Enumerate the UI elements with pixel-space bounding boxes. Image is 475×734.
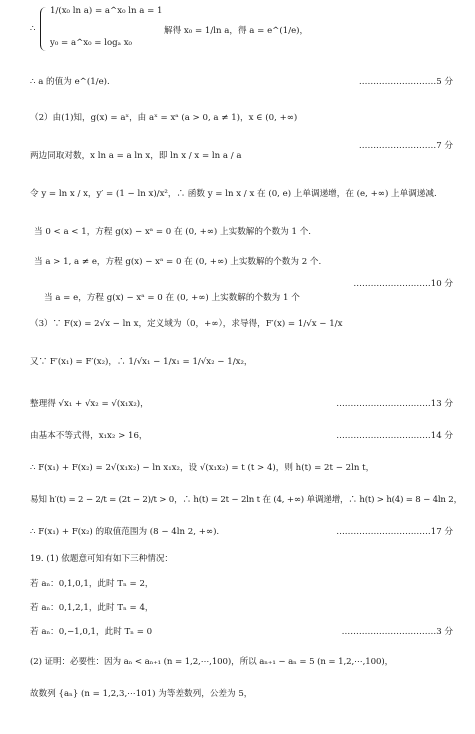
score-17: ……………………………17 分 [336,527,453,537]
line-case-3: 当 a = e，方程 g(x) − xᵃ = 0 在 (0, +∞) 上实数解的个数为 1 个 [44,293,300,303]
line-h-increasing: 易知 h′(t) = 2 − 2/t = (2t − 2)/t > 0，∴ h(t) = 2t − 2ln t 在 (4, +∞) 单调递增，∴ h(t) > h(4) = 8 − 4ln 2， [30,495,462,505]
line-take-log: 两边同取对数，x ln a = a ln x，即 ln x / x = ln a / a [30,151,242,161]
line-case-b: 若 aₙ：0,1,2,1，此时 Tₙ = 4， [30,603,154,613]
system-solution: 解得 x₀ = 1/ln a，得 a = e^(1/e)， [164,26,309,36]
system-row-1: 1/(x₀ ln a) = a^x₀ ln a = 1 [50,6,163,16]
line-basic-inequality: 由基本不等式得，x₁x₂ > 16， [30,431,148,441]
line-monotonic: 令 y = ln x / x，y′ = (1 − ln x)/x²，∴ 函数 y = ln x / x 在 (0, e) 上单调递增，在 (e, +∞) 上单调递减. [30,189,437,199]
line-substitution: ∴ F(x₁) + F(x₂) = 2√(x₁x₂) − ln x₁x₂，设 √(x₁x₂) = t (t > 4)，则 h(t) = 2t − 2ln t， [30,463,375,473]
therefore-symbol: ∴ [30,24,36,34]
line-equal-derivatives: 又∵ F′(x₁) = F′(x₂)，∴ 1/√x₁ − 1/x₁ = 1/√x₂ − 1/x₂， [30,357,253,367]
score-14: ……………………………14 分 [336,431,453,441]
line-case-1: 当 0 < a < 1，方程 g(x) − xᵃ = 0 在 (0, +∞) 上实数解的个数为 1 个. [34,227,312,237]
system-row-2: y₀ = a^x₀ = logₐ x₀ [50,38,133,48]
line-simplify: 整理得 √x₁ + √x₂ = √(x₁x₂)， [30,399,149,409]
left-brace [40,7,48,51]
line-part3-derivative: （3）∵ F(x) = 2√x − ln x，定义域为（0，+∞），求导得，F′(x) = 1/√x − 1/x [30,319,343,329]
line-range: ∴ F(x₁) + F(x₂) 的取值范围为 (8 − 4ln 2, +∞). [30,527,220,537]
line-q19-intro: 19. (1) 依题意可知有如下三种情况： [30,554,174,564]
line-a-value: ∴ a 的值为 e^(1/e). [30,77,110,87]
line-case-a: 若 aₙ：0,1,0,1，此时 Tₙ = 2， [30,579,154,589]
score-7: ………………………7 分 [358,141,453,151]
score-10: ………………………10 分 [353,279,453,289]
line-part2-intro: （2）由(1)知，g(x) = aˣ，由 aˣ = xᵃ (a > 0, a ≠ 1)，x ∈ (0, +∞) [30,113,298,123]
line-proof-necessity: (2) 证明：必要性：因为 aₙ < aₙ₊₁ (n = 1,2,⋯,100)，所以 aₙ₊₁ − aₙ = 5 (n = 1,2,⋯,100)， [30,657,394,667]
score-5: ………………………5 分 [358,77,453,87]
score-3: ……………………………3 分 [341,627,453,637]
line-arithmetic-sequence: 故数列 {aₙ} (n = 1,2,3,⋯101) 为等差数列，公差为 5， [30,689,253,699]
line-case-2: 当 a > 1, a ≠ e，方程 g(x) − xᵃ = 0 在 (0, +∞) 上实数解的个数为 2 个. [34,257,322,267]
score-13: ……………………………13 分 [336,399,453,409]
line-case-c: 若 aₙ：0,−1,0,1，此时 Tₙ = 0 [30,627,153,637]
